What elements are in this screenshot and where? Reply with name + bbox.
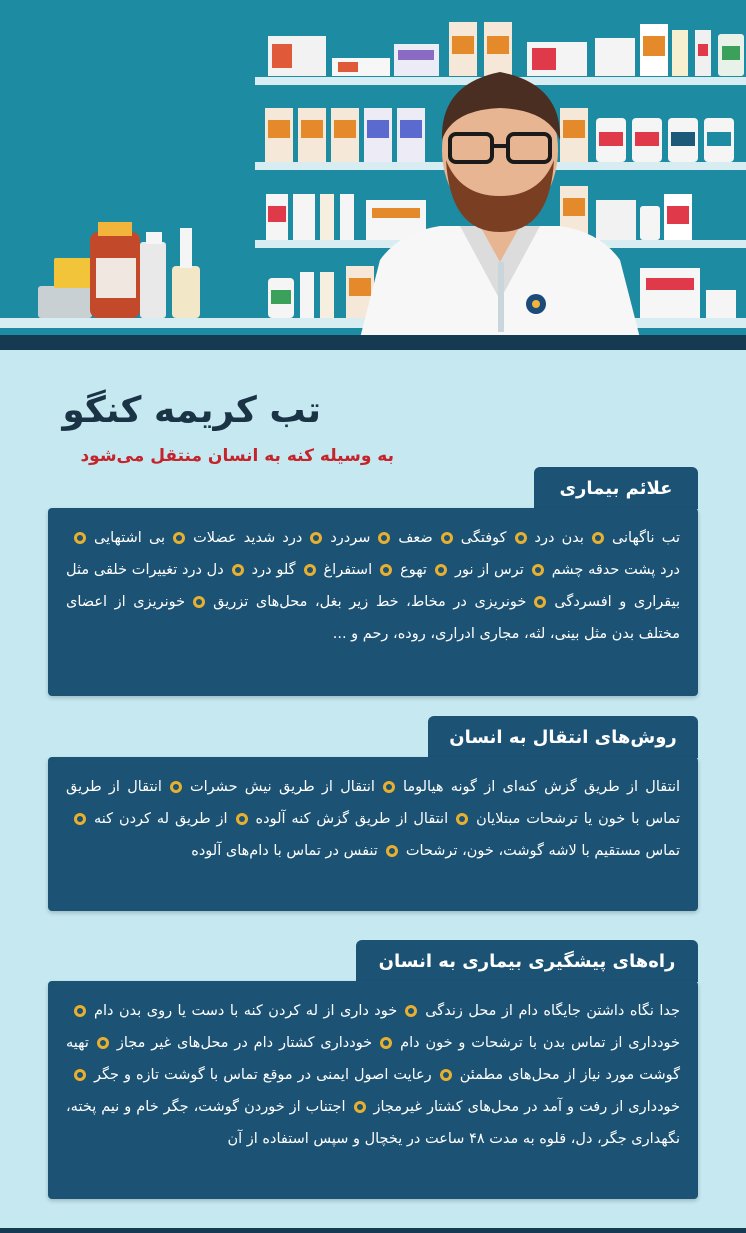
- bullet-icon: [173, 532, 185, 544]
- list-item: بی اشتهایی: [94, 530, 166, 546]
- bullet-icon: [380, 564, 392, 576]
- list-item: اجتناب از خوردن گوشت، جگر خام و نیم پخته، نگهداری جگر، دل، قلوه به مدت ۴۸ ساعت در یخچال و سپس استفاده از آن: [66, 1099, 680, 1147]
- header-divider: [0, 335, 746, 350]
- prevention-box: [48, 981, 698, 1199]
- list-item: تب ناگهانی: [611, 530, 680, 546]
- bullet-icon: [592, 532, 604, 544]
- list-item: تهوع: [400, 562, 427, 578]
- list-item: استفراغ: [323, 562, 373, 578]
- list-item: انتقال از طریق تماس با خون یا ترشحات مبتلایان: [66, 779, 681, 827]
- list-item: جدا نگاه داشتن جایگاه دام از محل زندگی: [425, 1003, 680, 1019]
- list-item: خود داری از له کردن کنه با دست یا روی بدن دام: [94, 1003, 398, 1019]
- bullet-icon: [534, 596, 546, 608]
- bullet-icon: [405, 1005, 417, 1017]
- prevention-heading: [356, 940, 698, 982]
- list-item: گلو درد: [251, 562, 296, 578]
- page-title: تب کریمه کنگو: [62, 390, 321, 431]
- symptoms-box: [48, 508, 698, 696]
- bullet-icon: [170, 781, 182, 793]
- bullet-icon: [380, 1037, 392, 1049]
- symptoms-heading: [534, 467, 698, 509]
- bullet-icon: [456, 813, 468, 825]
- symptoms-text: [48, 508, 698, 660]
- bullet-icon: [74, 813, 86, 825]
- medicine-shelves-illustration: [0, 0, 746, 350]
- prevention-heading-text: راه‌های پیشگیری بیماری به انسان: [378, 950, 676, 972]
- list-item: خودداری از تماس بدن با ترشحات و خون دام: [400, 1035, 680, 1051]
- transmission-heading: [428, 716, 698, 758]
- list-item: درد شدید عضلات: [193, 530, 303, 546]
- bullet-icon: [383, 781, 395, 793]
- footer-divider: [0, 1228, 746, 1233]
- bullet-icon: [232, 564, 244, 576]
- bullet-icon: [378, 532, 390, 544]
- list-item: تماس مستقیم با لاشه گوشت، خون، ترشحات: [405, 843, 680, 859]
- bullet-icon: [74, 532, 86, 544]
- pharmacy-illustration: [0, 0, 746, 350]
- list-item: انتقال از طریق گزش کنه‌ای از گونه هیالوما: [402, 779, 681, 795]
- bullet-icon: [236, 813, 248, 825]
- bullet-icon: [304, 564, 316, 576]
- list-item: تهیه گوشت مورد نیاز از محل‌های مطمئن: [66, 1035, 680, 1083]
- list-item: انتقال از طریق نیش حشرات: [189, 779, 375, 795]
- bullet-icon: [435, 564, 447, 576]
- list-item: سردرد: [330, 530, 371, 546]
- bullet-icon: [515, 532, 527, 544]
- bullet-icon: [441, 532, 453, 544]
- list-item: رعایت اصول ایمنی در موقع تماس با گوشت تازه و جگر: [94, 1067, 432, 1083]
- bullet-icon: [386, 845, 398, 857]
- bullet-icon: [310, 532, 322, 544]
- bullet-icon: [193, 596, 205, 608]
- list-item: ضعف: [398, 530, 433, 546]
- list-item: تنفس در تماس با دام‌های آلوده: [191, 843, 378, 859]
- list-item: درد پشت حدقه چشم: [551, 562, 680, 578]
- list-item: خودداری از رفت و آمد در محل‌های کشتار غیرمجاز: [373, 1099, 680, 1115]
- bullet-icon: [354, 1101, 366, 1113]
- list-item: کوفتگی: [460, 530, 507, 546]
- bullet-icon: [74, 1005, 86, 1017]
- page-subtitle: به وسیله کنه به انسان منتقل می‌شود: [80, 446, 394, 466]
- list-item: خودداری کشتار دام در محل‌های غیر مجاز: [116, 1035, 373, 1051]
- list-item: بدن درد: [534, 530, 584, 546]
- transmission-heading-text: روش‌های انتقال به انسان: [449, 726, 677, 748]
- list-item: از طریق له کردن کنه: [94, 811, 228, 827]
- list-item: خونریزی در مخاط، خط زیر بغل، محل‌های تزریق: [213, 594, 527, 610]
- bullet-icon: [440, 1069, 452, 1081]
- transmission-box: [48, 757, 698, 911]
- list-item: خونریزی از اعضای مختلف بدن مثل بینی، لثه، مجاری ادراری، روده، رحم و ...: [66, 594, 680, 642]
- transmission-text: [48, 757, 698, 877]
- list-item: انتقال از طریق گزش کنه آلوده: [255, 811, 449, 827]
- bullet-icon: [97, 1037, 109, 1049]
- bullet-icon: [532, 564, 544, 576]
- list-item: دل درد تغییرات خلقی مثل بیقراری و افسردگی: [66, 562, 680, 610]
- list-item: ترس از نور: [454, 562, 524, 578]
- prevention-text: [48, 981, 698, 1165]
- main-content: [0, 350, 746, 1233]
- bullet-icon: [74, 1069, 86, 1081]
- symptoms-heading-text: علائم بیماری: [559, 477, 673, 499]
